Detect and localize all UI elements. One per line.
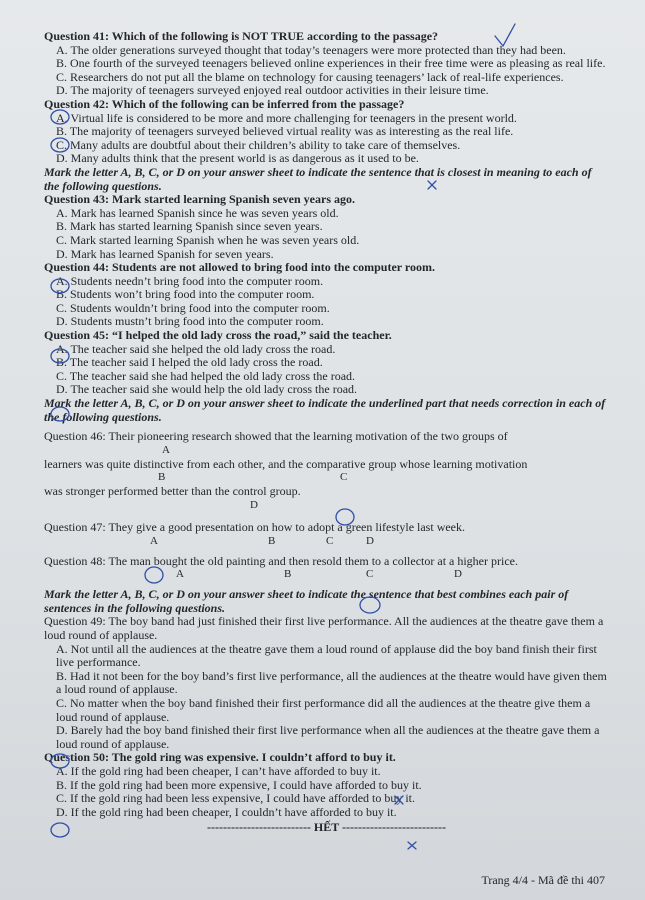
question-46-line-2: learners was quite distinctive from each other, and the comparative group whose learning motivation bbox=[44, 456, 528, 471]
question-47-marks bbox=[44, 535, 609, 549]
mark-48d: D bbox=[454, 568, 462, 581]
mark-47a: A bbox=[150, 534, 158, 547]
question-46 bbox=[44, 430, 609, 513]
option-49a: A. Not until all the audiences at the theatre gave them a loud round of applause did the boy band finish their first live performance. bbox=[56, 641, 597, 670]
option-43d: D. Mark has learned Spanish for seven years. bbox=[56, 246, 274, 261]
option-44d: D. Students mustn’t bring food into the computer room. bbox=[56, 314, 324, 329]
question-46-marks-1 bbox=[44, 444, 609, 458]
question-45 bbox=[44, 329, 609, 397]
option-42d: D. Many adults think that the present world is as dangerous as it used to be. bbox=[56, 151, 419, 166]
question-48 bbox=[44, 555, 609, 583]
question-41-stem: Question 41: Which of the following is NOT TRUE according to the passage? bbox=[44, 29, 439, 43]
option-49d: D. Barely had the boy band finished their first live performance when all the audiences at the theatre gave them a loud round of applause. bbox=[56, 723, 600, 751]
question-47 bbox=[44, 521, 609, 549]
option-45d: D. The teacher said she would help the old lady cross the road. bbox=[56, 382, 358, 397]
question-43-stem: Question 43: Mark started learning Spanish seven years ago. bbox=[44, 192, 356, 207]
instruction-closest-meaning: Mark the letter A, B, C, or D on your answer sheet to indicate the sentence that is closest in meaning to each of the following questions. bbox=[44, 164, 592, 193]
question-42-stem: Question 42: Which of the following can be inferred from the passage? bbox=[44, 96, 405, 111]
question-50-stem: Question 50: The gold ring was expensive. I couldn’t afford to buy it. bbox=[44, 750, 396, 765]
mark-48c: C bbox=[366, 568, 374, 581]
question-44 bbox=[44, 261, 609, 329]
option-45a: A. The teacher said she helped the old lady cross the road. bbox=[56, 341, 336, 356]
option-42c: C. Many adults are doubtful about their children’s ability to take care of themselves. bbox=[56, 137, 461, 152]
question-42 bbox=[44, 98, 609, 166]
option-44b: B. Students won’t bring food into the computer room. bbox=[56, 287, 315, 302]
option-50d: D. If the gold ring had been cheaper, I couldn’t have afforded to buy it. bbox=[56, 804, 397, 819]
question-48-marks bbox=[44, 568, 609, 582]
instruction-error-correction: Mark the letter A, B, C, or D on your answer sheet to indicate the underlined part that needs correction in each of the following questions. bbox=[44, 396, 606, 424]
option-43c: C. Mark started learning Spanish when he was seven years old. bbox=[56, 232, 360, 247]
mark-47d: D bbox=[366, 534, 374, 547]
instruction-combine-sentences: Mark the letter A, B, C, or D on your answer sheet to indicate the sentence that best combines each pair of sentences in the following questions. bbox=[44, 587, 569, 615]
mark-48b: B bbox=[284, 568, 292, 581]
option-44c: C. Students wouldn’t bring food into the computer room. bbox=[56, 300, 330, 315]
question-46-marks-3 bbox=[44, 499, 609, 513]
question-49 bbox=[44, 615, 609, 751]
option-50a: A. If the gold ring had been cheaper, I can’t have afforded to buy it. bbox=[56, 763, 381, 778]
end-marker: -------------------------- HẾT -------------------------- bbox=[207, 820, 446, 835]
option-41d: D. The majority of teenagers surveyed enjoyed real outdoor activities in their leisure time. bbox=[56, 83, 489, 98]
question-48-line: Question 48: The man bought the old painting and then resold them to a collector at a higher price. bbox=[44, 553, 518, 568]
option-49b: B. Had it not been for the boy band’s first live performance, all the audiences at the theatre would have given them a loud round of applause. bbox=[56, 668, 607, 697]
option-44a: A. Students needn’t bring food into the computer room. bbox=[56, 273, 324, 288]
cross-mark-icon bbox=[408, 842, 416, 849]
question-46-line-3: was stronger performed better than the control group. bbox=[44, 484, 301, 499]
question-43 bbox=[44, 193, 609, 261]
question-46-line-1: Question 46: Their pioneering research showed that the learning motivation of the two groups of bbox=[44, 429, 508, 444]
question-45-stem: Question 45: “I helped the old lady cross the road,” said the teacher. bbox=[44, 328, 392, 343]
question-47-line: Question 47: They give a good presentation on how to adopt a green lifestyle last week. bbox=[44, 520, 466, 534]
question-49-stem: Question 49: The boy band had just finished their first live performance. All the audiences at the theatre gave them a loud round of applause. bbox=[44, 614, 604, 642]
question-44-stem: Question 44: Students are not allowed to bring food into the computer room. bbox=[44, 260, 436, 275]
option-41a: A. The older generations surveyed thought that today’s teenagers were more protected than they had been. bbox=[56, 42, 566, 57]
option-45b: B. The teacher said I helped the old lady cross the road. bbox=[56, 355, 323, 370]
option-41c: C. Researchers do not put all the blame on technology for causing teenagers’ lack of real-life experiences. bbox=[56, 69, 564, 84]
mark-46b: B bbox=[158, 471, 166, 484]
page-footer: Trang 4/4 - Mã đề thi 407 bbox=[481, 873, 605, 888]
option-43b: B. Mark has started learning Spanish since seven years. bbox=[56, 219, 323, 234]
mark-46c: C bbox=[340, 471, 348, 484]
option-50b: B. If the gold ring had been more expensive, I could have afforded to buy it. bbox=[56, 777, 422, 792]
option-45c: C. The teacher said she had helped the old lady cross the road. bbox=[56, 368, 356, 383]
option-43a: A. Mark has learned Spanish since he was seven years old. bbox=[56, 205, 339, 220]
option-42b: B. The majority of teenagers surveyed believed virtual reality was as interesting as the real life. bbox=[56, 124, 514, 139]
mark-48a: A bbox=[176, 568, 184, 581]
mark-47b: B bbox=[268, 534, 276, 547]
option-49c: C. No matter when the boy band finished their first performance did all the audiences at the theatre give them a loud round of applause. bbox=[56, 695, 591, 724]
question-46-marks-2 bbox=[44, 471, 609, 485]
mark-46d: D bbox=[250, 499, 258, 511]
option-50c: C. If the gold ring had been less expensive, I could have afforded to buy it. bbox=[56, 791, 416, 806]
question-41 bbox=[44, 30, 609, 98]
option-42a: A. Virtual life is considered to be more and more challenging for teenagers in the present world. bbox=[56, 110, 517, 125]
option-41b: B. One fourth of the surveyed teenagers believed online experiences in their free time were as pleasing as real life. bbox=[56, 56, 606, 71]
mark-47c: C bbox=[326, 534, 334, 547]
mark-46a: A bbox=[162, 443, 170, 456]
question-50 bbox=[44, 751, 609, 819]
